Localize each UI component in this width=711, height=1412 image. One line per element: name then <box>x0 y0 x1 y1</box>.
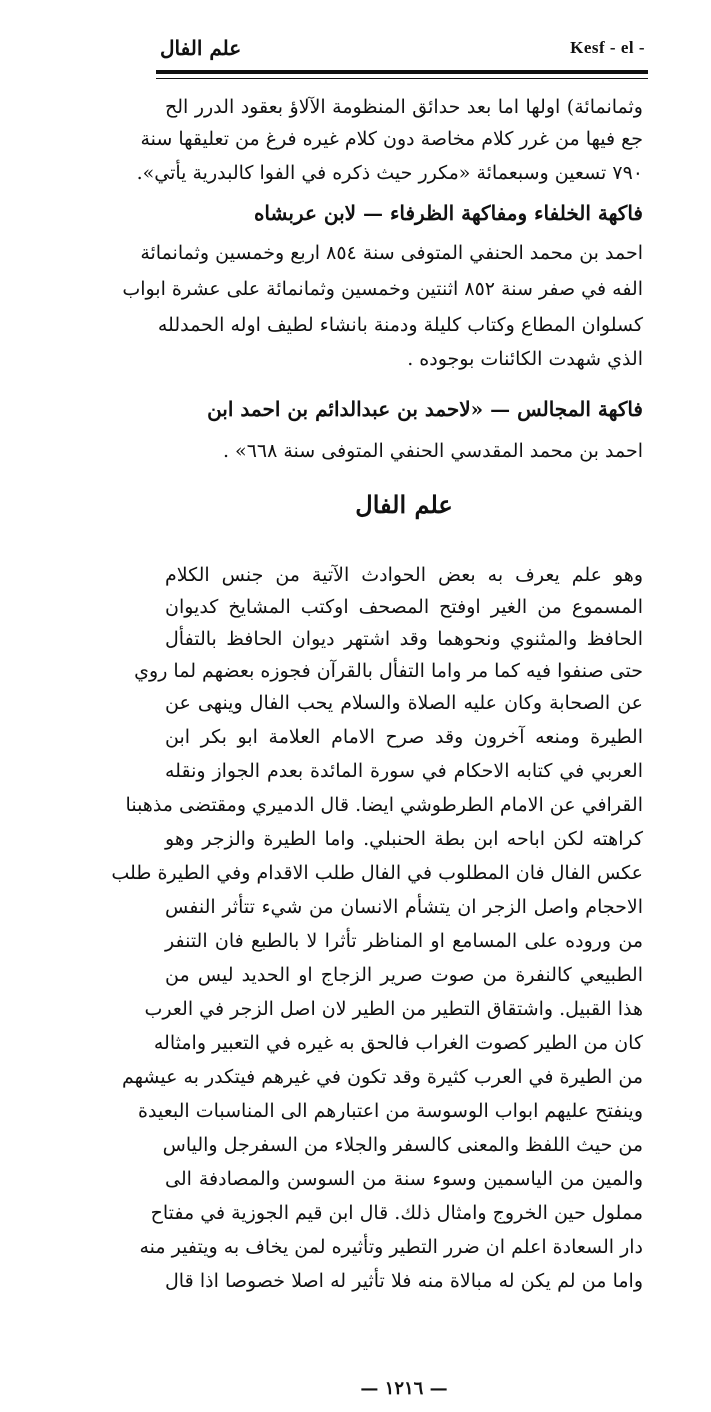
text-line: ٧٩٠ تسعين وسبعمائة «مكرر حيث ذكره في الفوا كالبدرية يأتي». <box>136 162 643 184</box>
text-line: كان من الطير كصوت الغراب فالحق به غيره في التعبير وامثاله <box>153 1032 643 1054</box>
text-line: الفه في صفر سنة ٨٥٢ اثنتين وخمسين وثمانمائة على عشرة ابواب <box>122 278 643 300</box>
text-line: عن الصحابة وكان عليه الصلاة والسلام يحب الفال وينهى عن <box>165 692 643 714</box>
text-line: هذا القبيل. واشتقاق التطير من الطير لان اصل الزجر في العرب <box>144 998 643 1020</box>
text-line: دار السعادة اعلم ان ضرر التطير وتأثيره لمن يخاف به ويتفير منه <box>139 1236 643 1258</box>
text-line: احمد بن محمد المقدسي الحنفي المتوفى سنة ٦٦٨» . <box>222 440 643 462</box>
text-line: الاحجام واصل الزجر ان يتشأم الانسان من شيء تتأثر النفس <box>165 896 643 918</box>
text-line: العربي في كتابه الاحكام في سورة المائدة بعدم الجواز ونقله <box>165 760 643 782</box>
header-rule-thick <box>156 70 648 74</box>
text-line: من وروده على المسامع او المناظر تأثرا لا بالطبع فان التنفر <box>165 930 643 952</box>
text-line: الذي شهدت الكائنات بوجوده . <box>407 348 643 370</box>
header-arabic-title: علم الفال <box>160 36 242 60</box>
text-line: القرافي عن الامام الطرطوشي ايضا. قال الدميري ومقتضى مذهبنا <box>125 794 643 816</box>
text-line: وثمانمائة) اولها اما بعد حدائق المنظومة الآلاؤ بعقود الدرر الح <box>165 96 643 118</box>
text-line: مملول حين الخروج وامثال ذلك. قال ابن قيم الجوزية في مفتاح <box>150 1202 643 1224</box>
text-line: كراهته لكن اباحه ابن بطة الحنبلي. واما الطيرة والزجر وهو <box>165 828 643 850</box>
entry-heading: فاكهة المجالس — «لاحمد بن عبدالدائم بن احمد ابن <box>207 397 643 421</box>
text-line: المسموع من الغير اوفتح المصحف اوكتب المشايخ كديوان <box>165 596 643 618</box>
text-line: وهو علم يعرف به بعض الحوادث الآتية من جنس الكلام <box>165 564 643 586</box>
text-line: الحافظ والمثنوي ونحوهما وقد اشتهر ديوان الحافظ بالتفأل <box>165 628 643 650</box>
section-title: علم الفال <box>355 490 453 519</box>
text-line: والمين من الياسمين وسوء سنة من السوسن والمصادفة الى <box>165 1168 643 1190</box>
text-line: من الطيرة في العرب كثيرة وقد تكون في غيرهم فيتكدر به عيشهم <box>122 1066 643 1088</box>
text-line: واما من لم يكن له مبالاة منه فلا تأثير له اصلا خصوصا اذا قال <box>165 1270 643 1292</box>
text-line: احمد بن محمد الحنفي المتوفى سنة ٨٥٤ اربع وخمسين وثمانمائة <box>140 242 643 264</box>
text-line: كسلوان المطاع وكتاب كليلة ودمنة بانشاء لطيف اوله الحمدلله <box>157 314 643 336</box>
entry-heading: فاكهة الخلفاء ومفاكهة الظرفاء — لابن عربشاه <box>253 201 643 225</box>
text-line: الطبيعي كالنفرة من صوت صرير الزجاج او الحديد ليس من <box>165 964 643 986</box>
running-header <box>160 30 645 68</box>
text-line: عكس الفال فان المطلوب في الفال طلب الاقدام وفي الطيرة طلب <box>111 862 643 884</box>
text-line: حتى صنفوا فيه كما مر واما التفأل بالقرآن فجوزه بعضهم لما روي <box>134 660 643 682</box>
text-line: جع فيها من غرر كلام مخاصة دون كلام غيره فرغ من تعليقها سنة <box>140 128 643 150</box>
header-rule-thin <box>156 78 648 79</box>
header-latin-title: Kesf - el - <box>570 38 645 57</box>
page-number: — ١٢١٦ — <box>360 1378 448 1399</box>
text-line: من حيث اللفظ والمعنى كالسفر والجلاء من السفرجل والياس <box>162 1134 643 1156</box>
text-line: وينفتح عليهم ابواب الوسوسة من اعتبارهم الى المناسبات البعيدة <box>138 1100 643 1122</box>
text-line: الطيرة ومنعه آخرون وقد صرح الامام العلامة ابو بكر ابن <box>165 726 643 748</box>
